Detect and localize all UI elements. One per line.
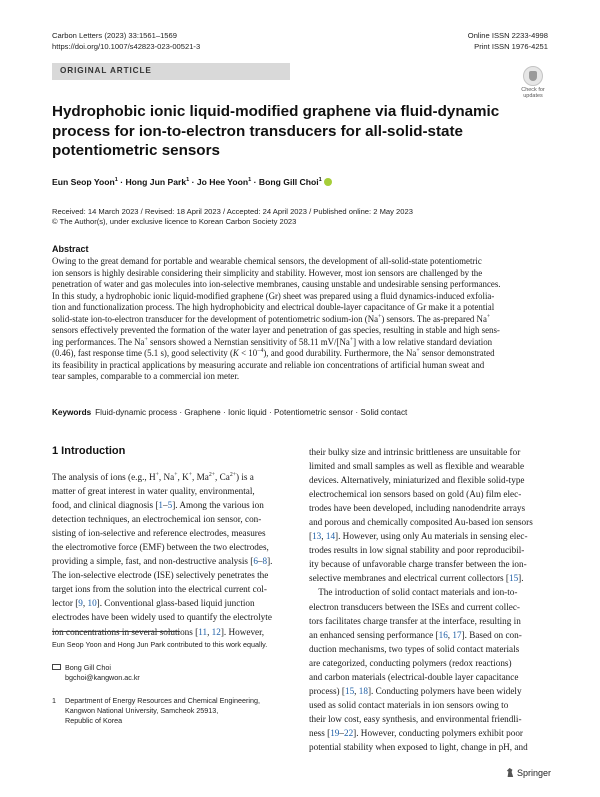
title-line: Hydrophobic ionic liquid-modified graphene via fluid-dynamic: [52, 103, 500, 120]
author-name[interactable]: Hong Jun Park: [125, 177, 187, 187]
section-heading-introduction: 1 Introduction: [52, 445, 126, 457]
envelope-icon: [52, 664, 61, 670]
publisher-logo: [506, 768, 551, 778]
author-name[interactable]: Eun Seop Yoon: [52, 177, 115, 187]
footnote-divider: [52, 631, 180, 632]
orcid-icon[interactable]: [324, 178, 332, 186]
history-dates: Received: 14 March 2023 / Revised: 18 April 2023 / Accepted: 24 April 2023 / Published online: 2 May 2023: [52, 207, 413, 216]
journal-citation: Carbon Letters (2023) 33:1561–1569: [52, 31, 177, 40]
affiliation-number: 1: [52, 696, 56, 705]
publication-dates: [52, 207, 413, 228]
author-name[interactable]: Jo Hee Yoon: [196, 177, 249, 187]
author-name[interactable]: Bong Gill Choi: [258, 177, 319, 187]
article-title: [52, 102, 522, 161]
bookmark-icon: [523, 66, 543, 86]
copyright-notice: © The Author(s), under exclusive licence to Korean Carbon Society 2023: [52, 217, 297, 227]
keywords-list: Fluid-dynamic process · Graphene · Ionic liquid · Potentiometric sensor · Solid contact: [95, 408, 408, 417]
introduction-left-column: The analysis of ions (e.g., H+, Na+, K+, $Ma^{2+}$, $Ca^{2+}$) is a matter of great interest in water quality, environmental, food, and clinical diagnosis [1–5]. Among the various ion detection techniques, an electrochemical ion sensor, con- sisting of ion-selective and reference electrodes, measures the electromotive force (EMF) between the two electrodes, providing a simple, fast, and non-destructive analysis [6–8]. The ion-selective electrode (ISE) selectively penetrates the target ions from the solution into the electrical current col- lector [9, 10]. Conventional glass-based liquid junction electrodes have been widely used to quantify the electrolyte ion concentrations in several solutions [11, 12]. However,: [52, 471, 273, 637]
check-for-updates-badge[interactable]: [518, 66, 548, 102]
abstract-body: Owing to the great demand for portable and wearable chemical sensors, the development of all-solid-state potentiometric ion sensors is highly desirable considering their simplicity and stability. However, most ion sensors are challenged by the penetration of water and gas molecules into ion-selective membranes, causing unstable and undesirable sensing performances. In this study, a hydrophobic ionic liquid-modified graphene (Gr) sheet was prepared using a fluid dynamics-induced exfolia- tion and functionalization process. The high hydrophobicity and electrical double-layer capacitance of Gr make it a potential solid-state ion-to-electron transducer for the development of potentiometric sodium-ion (Na+) sensors. The as-prepared Na+ sensors effectively prevented the formation of the water layer and penetration of gas species, resulting in stable and high sens- ing performances. The Na+ sensors showed a Nernstian sensitivity of 58.11 mV/[Na+] with a low relative standard deviation (0.46), fast response time (5.1 s), good selectivity $(K < 10^{-4})$, and good durability. Furthermore, the Na+ sensor demonstrated its feasibility in practical applications by measuring accurate and reliable ion concentrations of artificial human sweat and tear samples, comparable to a commercial ion meter.: [52, 256, 501, 382]
corresponding-email[interactable]: bgchoi@kangwon.ac.kr: [65, 673, 140, 683]
journal-header-right: [468, 31, 548, 52]
introduction-right-column: their bulky size and intrinsic brittleness are unsuitable for limited and small samples as well as flexible and wearable devices. Alternatively, miniaturized and flexible solid-type electrochemical ion sensors based on gold (Au) film elec- trodes have been developed, including nanodendrite arrays and porous and chemically composited Au-based ion sensors [13, 14]. However, using only Au materials in sensing elec- trodes results in low signal stability and poor reproducibil- ity because of unfavorable charge transfer between the ion- selective membranes and electrical current collectors [15]. The introduction of solid contact materials and ion-to- electron transducers between the ISEs and current collec- tors facilitates charge transfer at the interface, resulting in an enhanced sensing performance [16, 17]. Based on con- duction mechanisms, two types of solid contact materials are categorized, conducting polymers (redox reactions) and carbon materials (electrical-double layer capacitance process) [15, 18]. Conducting polymers have been widely used as solid contact materials in ion sensors owing to their low cost, easy synthesis, and environmental friendli- ness [19–22]. However, conducting polymers exhibit poor potential stability when exposed to light, change in pH, and: [309, 447, 533, 752]
article-type-label: ORIGINAL ARTICLE: [60, 66, 152, 75]
check-for-updates-label: Check for updates: [521, 87, 545, 100]
corresponding-author-name: Bong Gill Choi: [65, 663, 111, 672]
keywords: [52, 408, 407, 417]
abstract-heading: Abstract: [52, 244, 89, 254]
online-issn: Online ISSN 2233-4998: [467, 31, 548, 40]
title-line: process for ion-to-electron transducers for all-solid-state: [52, 122, 463, 140]
print-issn: Print ISSN 1976-4251: [474, 41, 548, 51]
affiliation: Department of Energy Resources and Chemical Engineering, Kangwon National University, Samcheok 25913, Republic of Korea: [65, 696, 260, 726]
article-type-banner: [52, 63, 290, 80]
corresponding-author: [52, 663, 140, 683]
contribution-note: Eun Seop Yoon and Hong Jun Park contributed to this work equally.: [52, 640, 268, 649]
journal-header-left: [52, 31, 200, 52]
title-line: potentiometric sensors: [52, 142, 220, 159]
author-list: Eun Seop Yoon$^1$ · Hong Jun Park$^1$ · Jo Hee Yoon$^1$ · Bong Gill Choi$^1$: [52, 177, 332, 187]
springer-horse-icon: [506, 768, 514, 777]
publisher-name: Springer: [517, 768, 552, 778]
doi-link[interactable]: https://doi.org/10.1007/s42823-023-00521-3: [52, 41, 201, 51]
keywords-label: Keywords: [52, 408, 92, 417]
